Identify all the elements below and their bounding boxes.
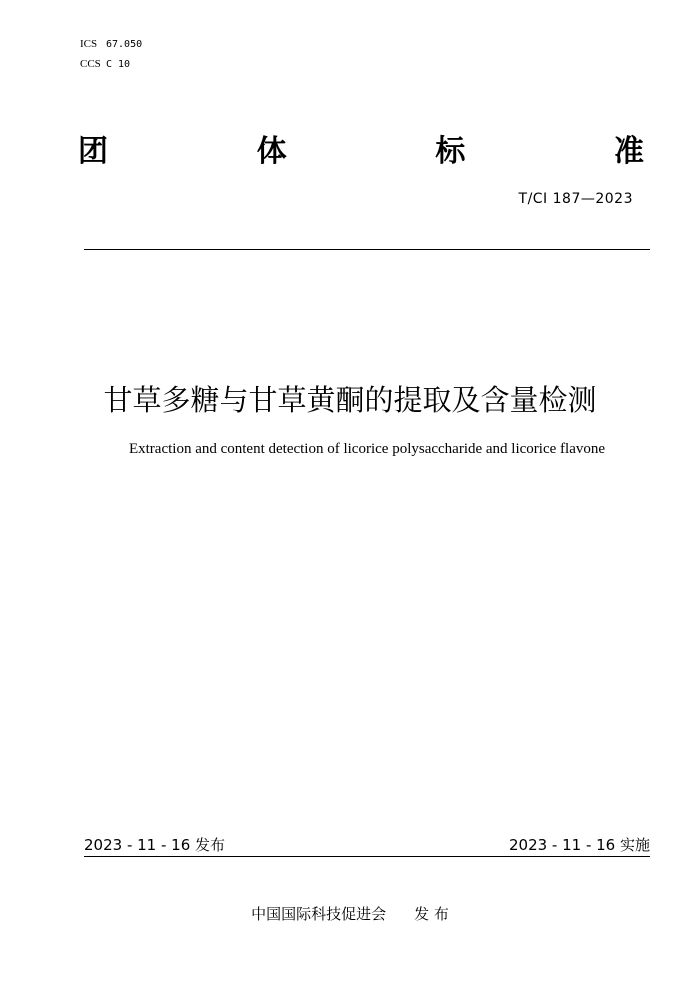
classification-codes — [80, 34, 142, 74]
heading-char-4: 准 — [613, 134, 644, 169]
publisher-line — [0, 903, 700, 924]
bottom-divider — [84, 856, 650, 857]
date-row — [84, 834, 650, 855]
publisher-action: 发 布 — [414, 905, 449, 923]
ics-label: ICS — [80, 38, 98, 50]
top-divider — [84, 249, 650, 250]
ics-code — [80, 34, 142, 54]
chinese-title: 甘草多糖与甘草黄酮的提取及含量检测 — [103, 383, 597, 417]
heading-char-1: 团 — [78, 134, 108, 169]
english-title: Extraction and content detection of licorice polysaccharide and licorice flavone — [128, 441, 606, 457]
ics-value: 67.050 — [106, 39, 143, 50]
standard-number: T/CI 187—2023 — [518, 191, 633, 207]
ccs-value: C 10 — [106, 59, 131, 70]
ccs-label: CCS — [80, 58, 101, 70]
heading-char-3: 标 — [435, 134, 466, 169]
publisher-org: 中国国际科技促进会 — [251, 905, 387, 923]
release-date: 2023 - 11 - 16 发布 — [84, 836, 226, 854]
group-standard-heading — [78, 132, 644, 172]
implementation-date: 2023 - 11 - 16 实施 — [508, 836, 650, 854]
heading-char-2: 体 — [256, 134, 287, 169]
ccs-code — [80, 54, 142, 74]
